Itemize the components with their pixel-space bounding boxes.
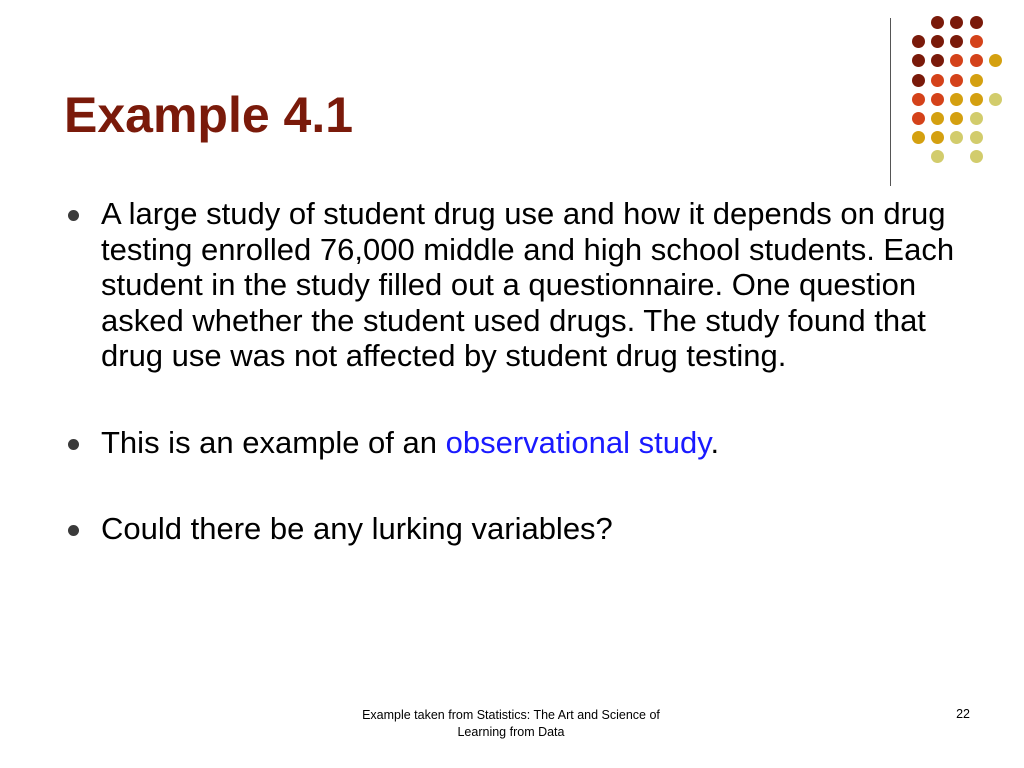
bullet-dot-icon xyxy=(68,210,79,221)
page-number: 22 xyxy=(956,707,970,721)
bullet-item xyxy=(64,196,964,374)
decorative-dot xyxy=(931,131,944,144)
decorative-dot xyxy=(931,74,944,87)
bullet-item xyxy=(64,425,964,461)
decorative-dot xyxy=(970,16,983,29)
decorative-dot xyxy=(950,131,963,144)
decorative-dot xyxy=(912,93,925,106)
bullet-text: A large study of student drug use and how it depends on drug testing enrolled 76,000 middle and high school students. Each student in the study filled out a questionnaire. One question asked whether the student used drugs. The study found that drug use was not affected by student drug testing. xyxy=(101,196,955,373)
decorative-dot xyxy=(931,93,944,106)
decorative-dot xyxy=(931,35,944,48)
decorative-dot xyxy=(931,112,944,125)
decorative-dot xyxy=(931,150,944,163)
decorative-dot xyxy=(970,150,983,163)
decorative-dot xyxy=(950,35,963,48)
decorative-dot xyxy=(970,54,983,67)
bullet-text: Could there be any lurking variables? xyxy=(101,511,613,546)
bullet-list xyxy=(64,196,964,547)
slide-title: Example 4.1 xyxy=(64,87,354,143)
decorative-dot xyxy=(950,74,963,87)
highlighted-term: observational study xyxy=(445,424,711,460)
decorative-dot xyxy=(950,16,963,29)
decorative-dot xyxy=(989,93,1002,106)
bullet-dot-icon xyxy=(68,439,79,450)
decorative-dot xyxy=(950,112,963,125)
decorative-dot xyxy=(970,112,983,125)
decorative-dot xyxy=(912,74,925,87)
decorative-dot xyxy=(912,54,925,67)
decorative-dot xyxy=(912,112,925,125)
decorative-dot xyxy=(970,93,983,106)
decorative-dot-grid xyxy=(0,0,1024,200)
decorative-dot xyxy=(970,35,983,48)
decorative-dot xyxy=(931,54,944,67)
bullet-text-prefix: This is an example of an xyxy=(101,424,446,460)
bullet-dot-icon xyxy=(68,525,79,536)
footer-note: Example taken from Statistics: The Art and Science of Learning from Data xyxy=(362,708,660,739)
bullet-text-suffix: . xyxy=(710,424,720,460)
decorative-dot xyxy=(912,35,925,48)
decorative-dot xyxy=(931,16,944,29)
decorative-dot xyxy=(950,54,963,67)
decorative-dot xyxy=(970,131,983,144)
decorative-dot xyxy=(912,131,925,144)
bullet-item xyxy=(64,511,964,547)
decorative-dot xyxy=(950,93,963,106)
decorative-dot xyxy=(989,54,1002,67)
decorative-dot xyxy=(970,74,983,87)
